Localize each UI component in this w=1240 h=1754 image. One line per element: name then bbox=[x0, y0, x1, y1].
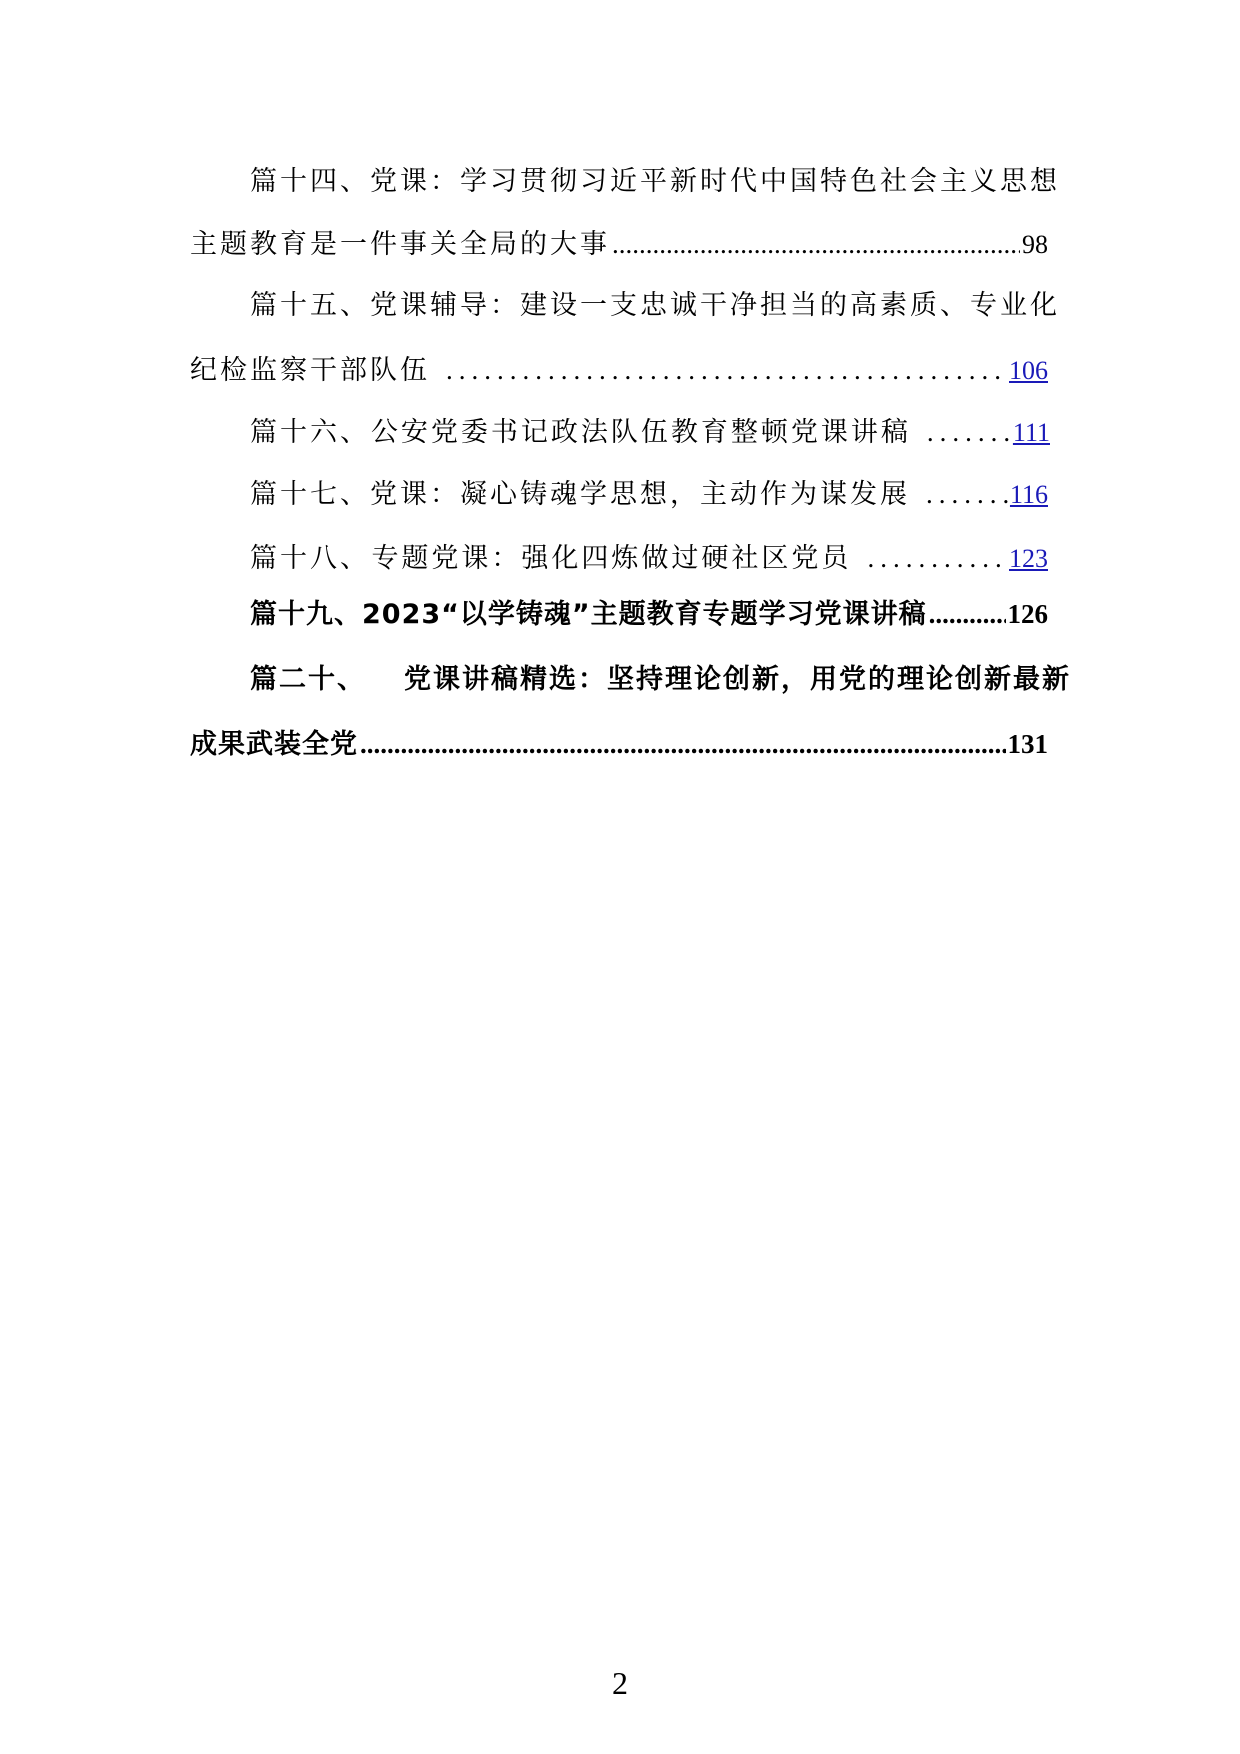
toc-entry-17-title: 篇十七、党课：凝心铸魂学思想，主动作为谋发展 bbox=[250, 479, 910, 510]
toc-entry-19[interactable] bbox=[250, 594, 1048, 634]
dot-leader bbox=[912, 474, 1008, 514]
toc-entry-16-title: 公安党委书记政法队伍教育整顿党课讲稿 bbox=[370, 417, 911, 448]
toc-entry-17-page-link[interactable]: 116 bbox=[1009, 480, 1048, 509]
toc-entry-15-title: 纪检监察干部队伍 bbox=[190, 355, 430, 386]
dot-leader bbox=[612, 224, 1020, 264]
toc-entry-18-prefix: 篇十八、 bbox=[250, 543, 370, 574]
toc-entry-15-line1: 篇十五、党课辅导：建设一支忠诚干净担当的高素质、专业化 bbox=[250, 290, 1060, 321]
toc-entry-14-page: 98 bbox=[1022, 230, 1048, 259]
toc-entry-18[interactable] bbox=[250, 538, 1048, 578]
toc-entry-19-page: 126 bbox=[1007, 599, 1048, 629]
dot-leader bbox=[432, 350, 1007, 390]
toc-entry-15-page-link[interactable]: 106 bbox=[1009, 356, 1048, 385]
toc-entry-20-line2[interactable] bbox=[190, 724, 1048, 764]
toc-entry-20-line1 bbox=[250, 662, 1071, 698]
toc-entry-20-page: 131 bbox=[1007, 729, 1048, 759]
toc-entry-20-title-cont: 成果武装全党 bbox=[190, 729, 358, 760]
toc-entry-15-line2[interactable] bbox=[190, 350, 1048, 390]
dot-leader bbox=[913, 412, 1011, 452]
toc-entry-16-prefix: 篇十六、 bbox=[250, 417, 370, 448]
toc-entry-14-line2[interactable] bbox=[190, 224, 1048, 264]
toc-entry-14-title: 主题教育是一件事关全局的大事 bbox=[190, 229, 610, 260]
toc-entry-17[interactable] bbox=[250, 474, 1048, 514]
toc-entry-20-title: 党课讲稿精选：坚持理论创新，用党的理论创新最新 bbox=[404, 664, 1071, 695]
page-number: 2 bbox=[612, 1665, 628, 1701]
toc-entry-18-title: 专题党课：强化四炼做过硬社区党员 bbox=[371, 543, 852, 574]
dot-leader bbox=[929, 594, 1006, 634]
dot-leader bbox=[360, 724, 1006, 764]
toc-entry-14-line1: 篇十四、党课：学习贯彻习近平新时代中国特色社会主义思想 bbox=[250, 166, 1060, 197]
toc-entry-16-page-link[interactable]: 111 bbox=[1012, 418, 1050, 447]
toc-entry-16[interactable] bbox=[250, 412, 1050, 452]
toc-entry-18-page-link[interactable]: 123 bbox=[1009, 544, 1048, 573]
toc-entry-20-prefix: 篇二十、 bbox=[250, 664, 366, 695]
dot-leader bbox=[853, 538, 1007, 578]
toc-entry-19-title: 篇十九、2023“以学铸魂”主题教育专题学习党课讲稿 bbox=[250, 599, 927, 630]
